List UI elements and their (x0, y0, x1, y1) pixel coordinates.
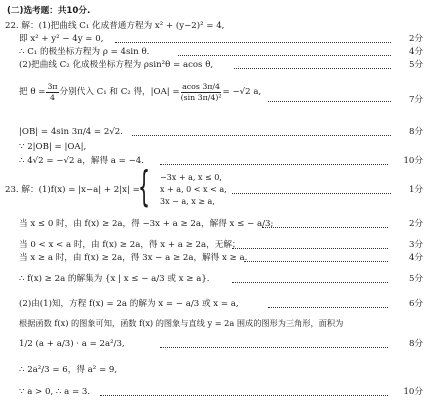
leader-dots (115, 42, 391, 43)
leader-dots (232, 282, 388, 283)
q22-line-5 (19, 83, 261, 102)
theta-fraction (46, 83, 58, 102)
frac-num: acos 3π/4 (182, 82, 221, 91)
q23-line-3: 当 0 < x < a 时，由 f(x) ≥ 2a，得 x + a ≥ 2a，无解； (19, 240, 241, 250)
q23-line-10: ∵ a > 0, ∴ a = 3. (19, 387, 91, 397)
frac-den: 4 (50, 92, 55, 102)
section-header: (二)选考题：共10分. (7, 6, 91, 16)
case-1: −3x + a, x ≤ 0, (160, 173, 222, 182)
leader-dots (100, 395, 388, 396)
cases-brace: { (138, 162, 151, 211)
score: 6分 (408, 299, 423, 309)
score: 8分 (408, 339, 423, 349)
leader-dots (160, 347, 388, 348)
q22-line-4: (2)把曲线 C₂ 化成极坐标方程为 ρsin²θ = acos θ, (19, 60, 214, 70)
leader-dots (178, 55, 391, 56)
score: 8分 (408, 127, 423, 137)
frac-den: (sin 3π/4)² (180, 92, 222, 102)
score: 3分 (408, 240, 423, 250)
leader-dots (232, 193, 391, 194)
score: 10分 (403, 156, 423, 166)
leader-dots (268, 307, 388, 308)
frac-num: 3π (47, 82, 58, 91)
case-2: x + a, 0 < x < a, (160, 185, 227, 194)
leader-dots (244, 261, 388, 262)
q22-line-8: ∴ 4√2 = −√2 a，解得 a = −4. (19, 156, 144, 166)
q23-line-2: 当 x ≤ 0 时，由 f(x) ≥ 2a，得 −3x + a ≥ 2a，解得 x ≤ − a/3; (19, 219, 274, 229)
leader-dots (160, 164, 388, 165)
leader-dots (232, 248, 388, 249)
q22-line-2: 即 x² + y² − 4y = 0, (19, 34, 104, 44)
leader-dots (268, 101, 391, 102)
score: 10分 (403, 387, 423, 397)
q23-line-4: 当 x ≥ a 时，由 f(x) ≥ 2a，得 3x − a ≥ 2a，解得 x ≥ a. (19, 253, 248, 263)
score: 4分 (408, 253, 423, 263)
leader-dots (262, 227, 388, 228)
score: 7分 (408, 95, 423, 105)
oa-fraction (181, 83, 222, 102)
leader-dots (132, 135, 391, 136)
case-3: 3x − a, x ≥ a, (160, 197, 215, 206)
q23-line-8: 1/2 (a + a/3) · a = 2a²/3, (19, 339, 125, 349)
q22-line-7: ∵ 2|OB| = |OA|, (19, 142, 87, 152)
score: 2分 (408, 34, 423, 44)
q22-line-5-c: = −√2 a, (222, 87, 262, 97)
score: 5分 (408, 274, 423, 284)
q22-line-5-a: 把 θ = (19, 87, 46, 97)
score: 1分 (408, 185, 423, 195)
q22-line-1: 22. 解：(1)把曲线 C₁ 化成普通方程为 x² + (y−2)² = 4, (5, 21, 225, 31)
score: 2分 (408, 219, 423, 229)
q22-line-3: ∴ C₁ 的极坐标方程为 ρ = 4sin θ. (19, 47, 150, 57)
score: 4分 (408, 47, 423, 57)
q23-line-1: 23. 解：(1)f(x) = |x−a| + 2|x| = (5, 185, 140, 195)
q23-line-5: ∴ f(x) ≥ 2a 的解集为 {x | x ≤ − a/3 或 x ≥ a}. (19, 274, 210, 284)
q23-line-7: 根据函数 f(x) 的图象可知，函数 f(x) 的图象与直线 y = 2a 围成的图形为三角形，面积为 (19, 318, 344, 328)
score: 5分 (408, 60, 423, 70)
q22-line-6: |OB| = 4sin 3π/4 = 2√2. (19, 127, 123, 137)
q23-line-9: ∴ 2a²/3 = 6，得 a² = 9, (19, 365, 118, 375)
q23-line-6: (2)由(1)知，方程 f(x) = 2a 的解为 x = − a/3 或 x = a, (19, 299, 239, 309)
q22-line-5-b: 分别代入 C₁ 和 C₂ 得，|OA| = (59, 87, 180, 97)
leader-dots (234, 68, 391, 69)
